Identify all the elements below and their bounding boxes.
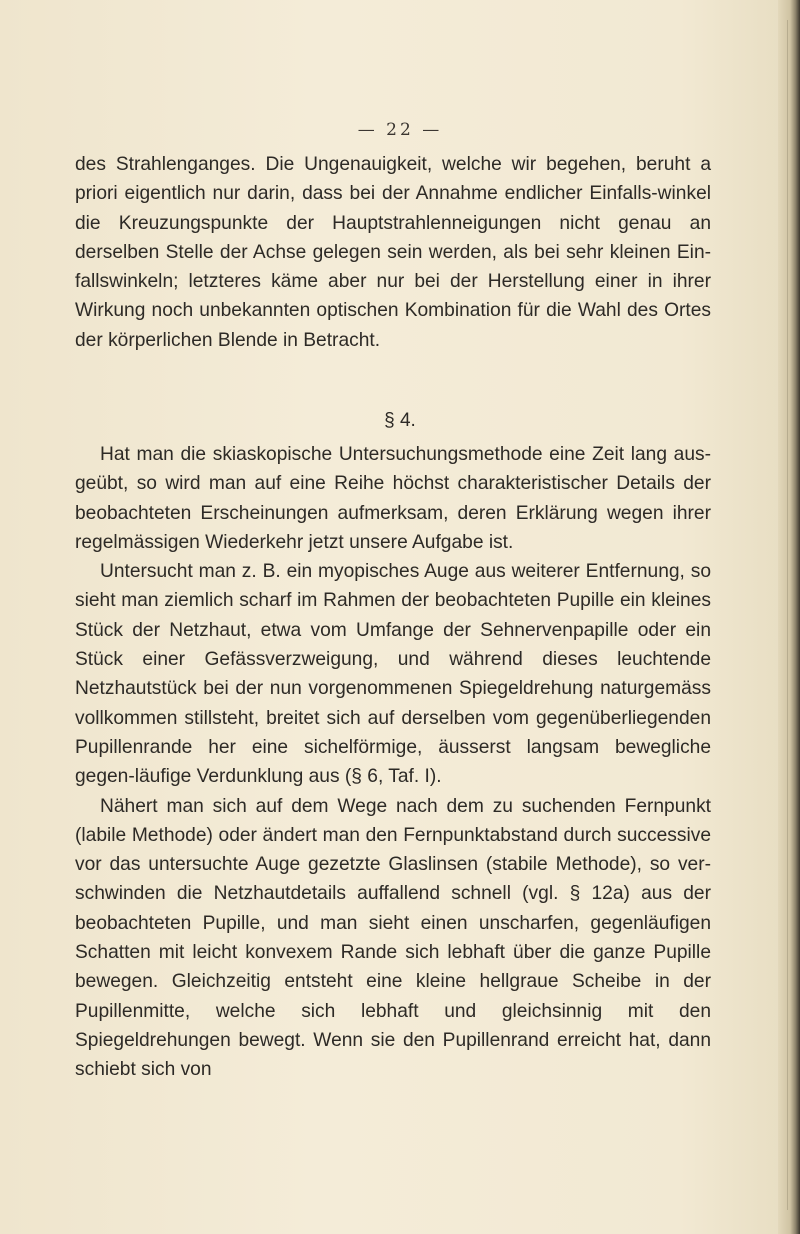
paragraph-intro: Hat man die skiaskopische Untersuchungsmethode eine Zeit lang aus-geübt, so wird man auf eine Reihe höchst charakteristischer Details der beobachteten Erscheinungen aufmerksam, deren Erklärung wegen ihrer regelmässigen Wiederkehr jetzt unsere Aufgabe ist. (75, 444, 711, 553)
page-number-header: — 22 — (357, 120, 443, 140)
page-edge-shadow (778, 0, 800, 1234)
paragraph-myopic-eye: Untersucht man z. B. ein myopisches Auge aus weiterer Entfernung, so sieht man ziemlich scharf im Rahmen der beobachteten Pupille ein kleines Stück der Netzhaut, etwa vom Umfange der Sehnervenpapille oder ein Stück einer Gefässverzweigung, und während dieses leuchtende Netzhautstück bei der nun vorgenommenen Spiegeldrehung naturgemäss vollkommen stillsteht, breitet sich auf derselben vom gegenüberliegenden Pupillenrande her eine sichelförmige, äusserst langsam bewegliche gegen-läufige Verdunklung aus (§ 6, Taf. I). (75, 561, 711, 788)
text-block-top (75, 150, 711, 355)
paragraph-far-point: Nähert man sich auf dem Wege nach dem zu suchenden Fernpunkt (labile Methode) oder ändert man den Fernpunktabstand durch successive vor das untersuchte Auge gezetzte Glaslinsen (stabile Methode), so ver-schwinden die Netzhautdetails auffallend schnell (vgl. § 12a) aus der beobachteten Pupille, und man sieht einen unscharfen, gegenläufigen Schatten mit leicht konvexem Rande sich lebhaft über die ganze Pupille bewegen. Gleichzeitig entsteht eine kleine hellgraue Scheibe in der Pupillenmitte, welche sich lebhaft und gleichsinnig mit den Spiegeldrehungen bewegt. Wenn sie den Pupillenrand erreicht hat, dann schiebt sich von (75, 795, 711, 1081)
section-heading: § 4. (384, 410, 416, 431)
page-edge-line (787, 20, 788, 1210)
paragraph-continuation: des Strahlenganges. Die Ungenauigkeit, welche wir begehen, beruht a priori eigentlich nur darin, dass bei der Annahme endlicher Einfalls-winkel die Kreuzungspunkte der Hauptstrahlenneigungen nicht genau an derselben Stelle der Achse gelegen sein werden, als bei sehr kleinen Ein-fallswinkeln; letzteres käme aber nur bei der Herstellung einer in ihrer Wirkung noch unbekannten optischen Kombination für die Wahl des Ortes der körperlichen Blende in Betracht. (75, 154, 711, 351)
text-block-section (75, 440, 711, 1085)
